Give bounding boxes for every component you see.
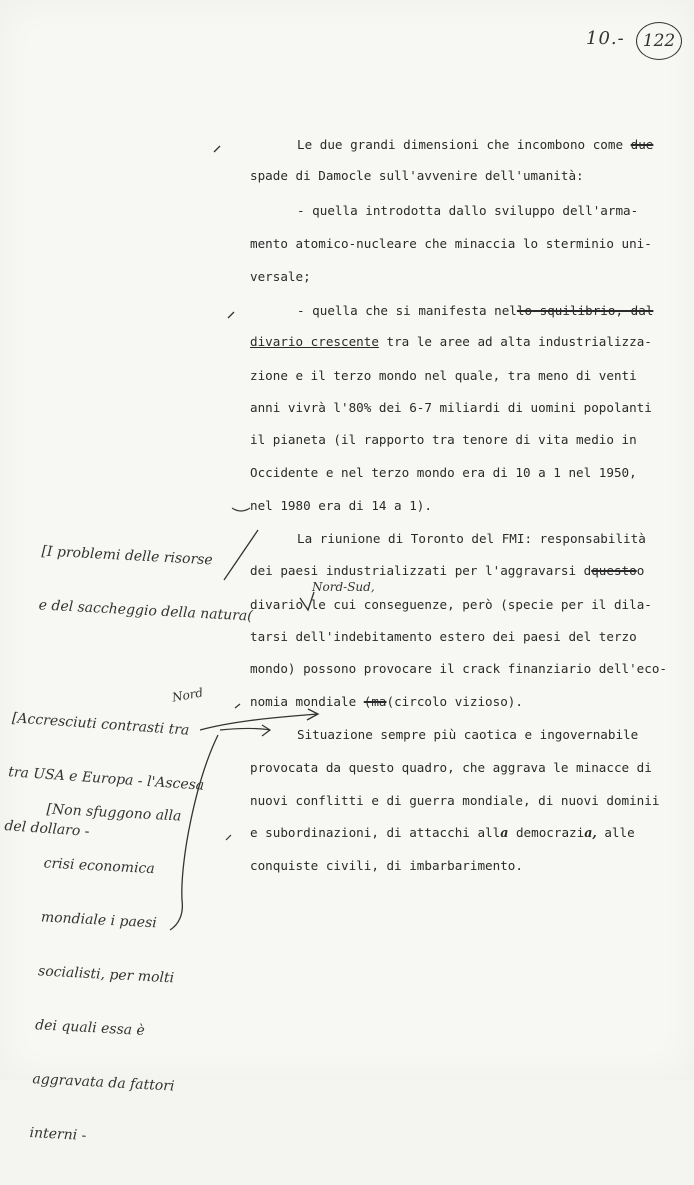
page-number-circled: 122: [636, 22, 682, 60]
text-line: anni vivrà l'80% dei 6-7 miliardi di uomini popolanti: [250, 400, 652, 415]
margin-note-resources: [I problemi delle risorse e del saccheggio della natura(: [38, 543, 254, 625]
text-line: - quella introdotta dallo sviluppo dell'arma-: [297, 203, 639, 218]
text-line: mondo) possono provocare il crack finanziario dell'eco-: [250, 661, 668, 676]
text-line: zione e il terzo mondo nel quale, tra meno di venti: [250, 368, 637, 383]
text-line: conquiste civili, di imbarbarimento.: [250, 858, 523, 873]
text-line: il pianeta (il rapporto tra tenore di vita medio in: [250, 432, 637, 447]
handwritten-insertion: Nord-Sud,: [312, 580, 375, 594]
margin-note-socialist-countries: [Non sfuggono alla crisi economica mondiale i paesi socialisti, per molti dei quali essa è aggravata da fattori interni -: [29, 801, 182, 1145]
text-line: dei paesi industrializzati per l'aggravarsi dquestoo: [250, 563, 645, 578]
margin-note-above: Nord: [171, 685, 205, 705]
text-line: nel 1980 era di 14 a 1).: [250, 498, 432, 513]
text-line: spade di Damocle sull'avvenire dell'umanità:: [250, 168, 584, 183]
text-line: provocata da questo quadro, che aggrava le minacce di: [250, 760, 652, 775]
page-number: 10.-: [586, 28, 625, 49]
text-line: Occidente e nel terzo mondo era di 10 a 1 nel 1950,: [250, 465, 637, 480]
text-line: La riunione di Toronto del FMI: responsabilità: [297, 531, 646, 546]
text-line: tarsi dell'indebitamento estero dei paesi del terzo: [250, 629, 637, 644]
text-line: mento atomico-nucleare che minaccia lo sterminio uni-: [250, 236, 652, 251]
text-line: - quella che si manifesta nello squilibrio, dal: [297, 303, 654, 318]
margin-note-usa-europe: [Accresciuti contrasti tra tra USA e Europa - l'Ascesa del dollaro -: [3, 710, 205, 840]
text-line: Situazione sempre più caotica e ingovernabile: [297, 727, 639, 742]
text-line: versale;: [250, 269, 311, 284]
text-line: nuovi conflitti e di guerra mondiale, di nuovi dominii: [250, 793, 660, 808]
text-line: divario le cui conseguenze, però (specie per il dila-: [250, 597, 652, 612]
text-line: e subordinazioni, di attacchi alla democrazia, alle: [250, 825, 635, 840]
text-line: Le due grandi dimensioni che incombono come due: [297, 137, 654, 152]
text-line: divario crescente tra le aree ad alta industrializza-: [250, 334, 652, 349]
text-line: nomia mondiale (ma(circolo vizioso).: [250, 694, 523, 709]
